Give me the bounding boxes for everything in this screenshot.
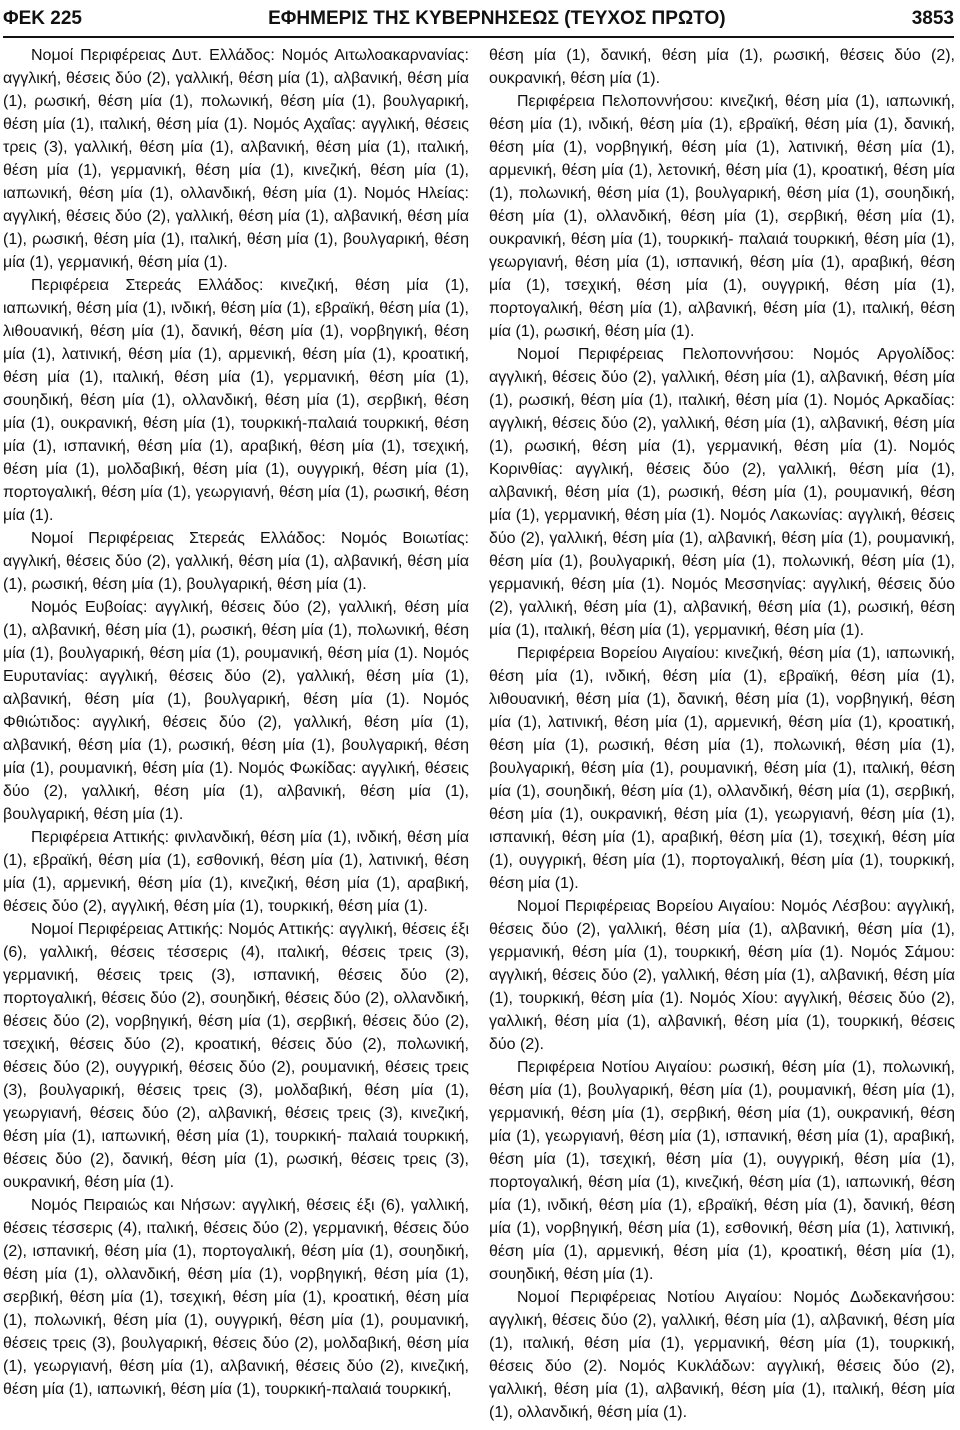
paragraph: Περιφέρεια Βορείου Αιγαίου: κινεζική, θέση μία (1), ιαπωνική, θέση μία (1), ινδική, θέση μία (1), εβραϊκή, θέση μία (1), λιθουανική, θέση μία (1), δανική, θέση μία (1), νορβηγική, θέση μία (1), λατινική, θέση μία (1), αρμενική, θέση μία (1), κροατική, θέση μία (1), ρωσική, θέση μία (1), πολωνική, θέση μία (1), βουλγαρική, θέση μία (1), ρουμανική, θέση μία (1), ιταλική, θέση μία (1), σουηδική, θέση μία (1), ολλανδική, θέση μία (1), σερβική, θέση μία (1), ουκρανική, θέση μία (1), γεωργιανή, θέση μία (1), ισπανική, θέση μία (1), αραβική, θέση μία (1), τσεχική, θέση μία (1), ουγγρική, θέση μία (1), πορτογαλική, θέση μία (1), τουρκική, θέση μία (1). [489, 645, 955, 892]
paragraph: Νομός Πειραιώς και Νήσων: αγγλική, θέσεις έξι (6), γαλλική, θέσεις τέσσερις (4), ιταλική, θέσεις δύο (2), γερμανική, θέσεις δύο (2), ισπανική, θέση μία (1), πορτογαλική, θέση μία (1), σουηδική, θέση μία (1), ολλανδική, θέση μία (1), νορβηγική, θέση μία (1), σερβική, θέση μία (1), τσεχική, θέση μία (1), κροατική, θέση μία (1), πολωνική, θέση μία (1), ουγγρική, θέση μία (1), ρουμανική, θέσεις τρεις (3), βουλγαρική, θέσεις δύο (2), μολδαβική, θέση μία (1), γεωργιανή, θέση μία (1), αλβανική, θέσεις δύο (2), κινεζική, θέση μία (1), ιαπωνική, θέση μία (1), τουρκική-παλαιά τουρκική, [3, 1197, 469, 1398]
paragraph: Νομοί Περιφέρειας Στερεάς Ελλάδος: Νομός Βοιωτίας: αγγλική, θέσεις δύο (2), γαλλική, θέση μία (1), αλβανική, θέση μία (1), ρωσική, θέση μία (1), βουλγαρική, θέση μία (1). [3, 530, 469, 593]
paragraph: Νομοί Περιφέρειας Πελοποννήσου: Νομός Αργολίδος: αγγλική, θέσεις δύο (2), γαλλική, θέση μία (1), αλβανική, θέση μία (1), ρωσική, θέση μία (1), ιταλική, θέση μία (1). Νομός Αρκαδίας: αγγλική, θέσεις δύο (2), γαλλική, θέση μία (1), αλβανική, θέση μία (1), ρωσική, θέση μία (1), γερμανική, θέση μία (1). Νομός Κορινθίας: αγγλική, θέσεις δύο (2), γαλλική, θέση μία (1), αλβανική, θέση μία (1), ρωσική, θέση μία (1), ρουμανική, θέση μία (1), γερμανική, θέση μία (1). Νομός Λακωνίας: αγγλική, θέσεις δύο (2), γαλλική, θέση μία (1), αλβανική, θέση μία (1), ρουμανική, θέση μία (1), βουλγαρική, θέση μία (1), πολωνική, θέση μία (1), γερμανική, θέση μία (1). Νομός Μεσσηνίας: αγγλική, θέσεις δύο (2), γαλλική, θέση μία (1), αλβανική, θέση μία (1), ρωσική, θέση μία (1), ιταλική, θέση μία (1), γερμανική, θέση μία (1). [489, 346, 955, 639]
paragraph: Νομοί Περιφέρειας Βορείου Αιγαίου: Νομός Λέσβου: αγγλική, θέσεις δύο (2), γαλλική, θέση μία (1), αλβανική, θέση μία (1), γερμανική, θέση μία (1), τουρκική, θέση μία (1). Νομός Σάμου: αγγλική, θέσεις δύο (2), γαλλική, θέση μία (1), αλβανική, θέση μία (1), τουρκική, θέση μία (1). Νομός Χίου: αγγλική, θέσεις δύο (2), γαλλική, θέση μία (1), αλβανική, θέση μία (1), τουρκική, θέσεις δύο (2). [489, 898, 955, 1053]
paragraph: Περιφέρεια Στερεάς Ελλάδος: κινεζική, θέση μία (1), ιαπωνική, θέση μία (1), ινδική, θέση μία (1), εβραϊκή, θέση μία (1), λιθουανική, θέση μία (1), δανική, θέση μία (1), νορβηγική, θέση μία (1), λατινική, θέση μία (1), αρμενική, θέση μία (1), κροατική, θέση μία (1), ιταλική, θέση μία (1), γερμανική, θέση μία (1), σουηδική, θέση μία (1), ολλανδική, θέση μία (1), σερβική, θέση μία (1), ουκρανική, θέση μία (1), τουρκική-παλαιά τουρκική, θέση μία (1), ισπανική, θέση μία (1), αραβική, θέση μία (1), τσεχική, θέση μία (1), μολδαβική, θέση μία (1), ουγγρική, θέση μία (1), πορτογαλική, θέση μία (1), γεωργιανή, θέση μία (1), ρωσική, θέση μία (1). [3, 277, 469, 524]
left-column [3, 44, 469, 1401]
paragraph: Περιφέρεια Πελοποννήσου: κινεζική, θέση μία (1), ιαπωνική, θέση μία (1), ινδική, θέση μία (1), εβραϊκή, θέση μία (1), δανική, θέση μία (1), νορβηγική, θέση μία (1), λατινική, θέση μία (1), αρμενική, θέση μία (1), λετονική, θέση μία (1), κροατική, θέση μία (1), πολωνική, θέση μία (1), βουλγαρική, θέση μία (1), σουηδική, θέση μία (1), ολλανδική, θέση μία (1), σερβική, θέση μία (1), ουκρανική, θέση μία (1), τουρκική- παλαιά τουρκική, θέση μία (1), γεωργιανή, θέση μία (1), ισπανική, θέση μία (1), αραβική, θέση μία (1), τσεχική, θέση μία (1), ουγγρική, θέση μία (1), πορτογαλική, θέση μία (1), αλβανική, θέση μία (1), ιταλική, θέση μία (1), ρωσική, θέση μία (1). [489, 93, 955, 340]
paragraph: θέση μία (1), δανική, θέση μία (1), ρωσική, θέσεις δύο (2), ουκρανική, θέση μία (1). [489, 47, 955, 87]
paragraph: Περιφέρεια Νοτίου Αιγαίου: ρωσική, θέση μία (1), πολωνική, θέση μία (1), βουλγαρική, θέση μία (1), ρουμανική, θέση μία (1), γερμανική, θέση μία (1), σερβική, θέση μία (1), ουκρανική, θέση μία (1), γεωργιανή, θέση μία (1), ισπανική, θέση μία (1), αραβική, θέση μία (1), τσεχική, θέση μία (1), ουγγρική, θέση μία (1), πορτογαλική, θέση μία (1), κινεζική, θέση μία (1), ιαπωνική, θέση μία (1), ινδική, θέση μία (1), εβραϊκή, θέση μία (1), δανική, θέση μία (1), νορβηγική, θέση μία (1), εσθονική, θέση μία (1), λατινική, θέση μία (1), αρμενική, θέση μία (1), κροατική, θέση μία (1), σουηδική, θέση μία (1). [489, 1059, 955, 1283]
paragraph: Νομοί Περιφέρειας Αττικής: Νομός Αττικής: αγγλική, θέσεις έξι (6), γαλλική, θέσεις τέσσερις (4), ιταλική, θέσεις τρεις (3), γερμανική, θέσεις τρεις (3), ισπανική, θέσεις δύο (2), πορτογαλική, θέσεις δύο (2), σουηδική, θέσεις δύο (2), ολλανδική, θέσεις δύο (2), νορβηγική, θέση μία (1), σερβική, θέσεις δύο (2), τσεχική, θέσεις δύο (2), κροατική, θέσεις δύο (2), πολωνική, θέσεις δύο (2), ουγγρική, θέσεις δύο (2), ρουμανική, θέσεις τρεις (3), βουλγαρική, θέσεις τρεις (3), μολδαβική, θέση μία (1), γεωργιανή, θέσεις δύο (2), αλβανική, θέσεις τρεις (3), κινεζική, θέση μία (1), ιαπωνική, θέση μία (1), τουρκική- παλαιά τουρκική, θέσεις δύο (2), δανική, θέση μία (1), ρωσική, θέσεις τρεις (3), ουκρανική, θέση μία (1). [3, 921, 469, 1191]
paragraph: Νομοί Περιφέρειας Δυτ. Ελλάδος: Νομός Αιτωλοακαρνανίας: αγγλική, θέσεις δύο (2), γαλλική, θέση μία (1), αλβανική, θέση μία (1), ρωσική, θέση μία (1), πολωνική, θέση μία (1), βουλγαρική, θέση μία (1), ιταλική, θέση μία (1). Νομός Αχαΐας: αγγλική, θέσεις τρεις (3), γαλλική, θέση μία (1), αλβανική, θέση μία (1), ιταλική, θέση μία (1), γερμανική, θέση μία (1), κινεζική, θέση μία (1), ιαπωνική, θέση μία (1), ολλανδική, θέση μία (1). Νομός Ηλείας: αγγλική, θέσεις δύο (2), γαλλική, θέση μία (1), αλβανική, θέση μία (1), ρωσική, θέση μία (1), ιταλική, θέση μία (1), βουλγαρική, θέση μία (1), γερμανική, θέση μία (1). [3, 47, 469, 271]
page-number: 3853 [911, 8, 954, 29]
issue-number: ΦΕΚ 225 [3, 8, 82, 29]
paragraph: Νομός Ευβοίας: αγγλική, θέσεις δύο (2), γαλλική, θέση μία (1), αλβανική, θέση μία (1), ρωσική, θέση μία (1), πολωνική, θέση μία (1), βουλγαρική, θέση μία (1), ρουμανική, θέση μία (1). Νομός Ευρυτανίας: αγγλική, θέσεις δύο (2), γαλλική, θέση μία (1), αλβανική, θέση μία (1), βουλγαρική, θέση μία (1). Νομός Φθιώτιδος: αγγλική, θέσεις δύο (2), γαλλική, θέση μία (1), αλβανική, θέση μία (1), ρωσική, θέση μία (1), βουλγαρική, θέση μία (1), ρουμανική, θέση μία (1). Νομός Φωκίδας: αγγλική, θέσεις δύο (2), γαλλική, θέση μία (1), αλβανική, θέση μία (1), βουλγαρική, θέση μία (1). [3, 599, 469, 823]
page-header [3, 4, 954, 34]
paragraph: Νομοί Περιφέρειας Νοτίου Αιγαίου: Νομός Δωδεκανήσου: αγγλική, θέσεις δύο (2), γαλλική, θέση μία (1), αλβανική, θέση μία (1), ιταλική, θέση μία (1), γερμανική, θέση μία (1), τουρκική, θέσεις δύο (2). Νομός Κυκλάδων: αγγλική, θέσεις δύο (2), γαλλική, θέση μία (1), αλβανική, θέση μία (1), ιταλική, θέση μία (1), ολλανδική, θέση μία (1). [489, 1289, 955, 1421]
paragraph: Περιφέρεια Αττικής: φινλανδική, θέση μία (1), ινδική, θέση μία (1), εβραϊκή, θέση μία (1), εσθονική, θέση μία (1), λατινική, θέση μία (1), αρμενική, θέση μία (1), κινεζική, θέση μία (1), αραβική, θέσεις δύο (2), αγγλική, θέση μία (1), τουρκική, θέση μία (1). [3, 829, 469, 915]
gazette-title: ΕΦΗΜΕΡΙΣ ΤΗΣ ΚΥΒΕΡΝΗΣΕΩΣ (ΤΕΥΧΟΣ ΠΡΩΤΟ) [268, 8, 726, 29]
header-rule [3, 36, 954, 38]
right-column [489, 44, 955, 1424]
